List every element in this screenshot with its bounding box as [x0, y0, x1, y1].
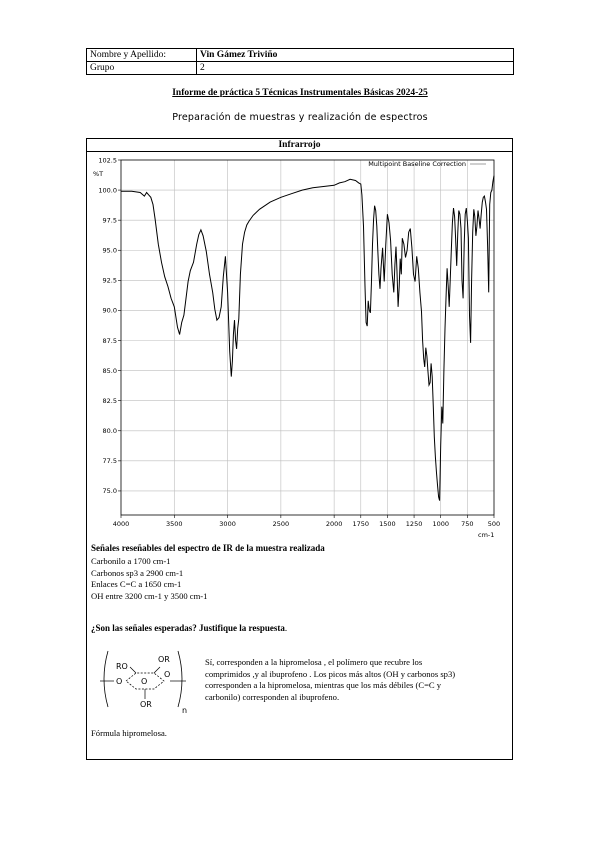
answer-line: Sí, corresponden a la hipromelosa , el polímero que recubre los [205, 657, 423, 667]
report-subtitle: Preparación de muestras y realización de espectros [172, 112, 428, 123]
signal-item: Carbonos sp3 a 2900 cm-1 [91, 567, 184, 578]
group-row [87, 62, 514, 75]
name-label: Nombre y Apellido: [87, 49, 197, 62]
answer-line: carbonilo) corresponden al ibuprofeno. [205, 691, 340, 702]
x-tick-label: 1250 [405, 520, 423, 528]
or-top-label: OR [158, 655, 170, 664]
x-tick-label: 1500 [379, 520, 396, 528]
o-mid-label: O [141, 677, 148, 686]
y-tick-label: 102.5 [98, 156, 117, 165]
left-bracket [104, 651, 108, 707]
y-tick-label: 100.0 [98, 186, 117, 195]
y-tick-label: 87.5 [102, 336, 117, 345]
report-title: Informe de práctica 5 Técnicas Instrumentales Básicas 2024-25 [172, 88, 428, 98]
plot-frame [121, 160, 494, 515]
signal-item: Enlaces C=C a 1650 cm-1 [91, 579, 182, 590]
o-left-label: O [116, 677, 123, 686]
x-tick-label: 4000 [112, 520, 130, 528]
x-tick-label: 2500 [272, 520, 290, 528]
signal-item: OH entre 3200 cm-1 y 3500 cm-1 [91, 590, 208, 601]
chart-legend-label: Multipoint Baseline Correction [368, 160, 466, 168]
o-ring-label: O [164, 670, 171, 679]
y-tick-label: 80.0 [102, 427, 117, 436]
y-tick-label: 82.5 [102, 396, 117, 405]
x-axis-unit-label: cm-1 [478, 531, 495, 539]
ir-spectrum-series-line [121, 176, 494, 501]
signals-heading: Señales reseñables del espectro de IR de la muestra realizada [91, 543, 325, 553]
name-row [87, 49, 514, 62]
ir-spectrum-chart [86, 152, 511, 544]
x-tick-label: 500 [487, 520, 501, 528]
formula-caption: Fórmula hipromelosa. [91, 728, 167, 738]
group-value: 2 [197, 62, 514, 75]
x-tick-label: 3500 [166, 520, 183, 528]
answer-text [205, 657, 505, 703]
question-heading [91, 623, 287, 633]
ro-label: RO [116, 662, 128, 671]
x-tick-label: 2000 [325, 520, 343, 528]
group-label: Grupo [87, 62, 197, 75]
x-tick-label: 3000 [219, 520, 236, 528]
x-axis-ticks [113, 515, 500, 528]
y-tick-label: 92.5 [102, 276, 117, 285]
y-tick-label: 97.5 [102, 216, 117, 225]
y-tick-label: 85.0 [102, 366, 117, 375]
answer-line: comprimidos ,y al ibuprofeno . Los picos más altos (OH y carbonos sp3) [205, 668, 456, 679]
y-axis-label: %T [93, 170, 104, 178]
chart-grid [121, 160, 494, 515]
y-tick-label: 77.5 [102, 457, 117, 466]
x-tick-label: 750 [461, 520, 474, 528]
bond-ro [130, 667, 136, 673]
y-tick-label: 75.0 [102, 487, 117, 496]
repeat-n-label: n [182, 706, 188, 715]
name-value: Vin Gámez Triviño [197, 49, 514, 62]
infrared-section-title: Infrarrojo [87, 139, 512, 152]
bond-or-top [154, 667, 160, 673]
answer-line: corresponden a la hipromelosa, mientras que los más débiles (C=C y [205, 680, 442, 691]
student-info-table [86, 48, 514, 75]
y-axis-ticks [98, 156, 121, 495]
y-tick-label: 90.0 [102, 306, 117, 315]
or-bottom-label: OR [140, 700, 152, 709]
right-bracket [178, 651, 182, 707]
x-tick-label: 1750 [352, 520, 370, 528]
x-tick-label: 1000 [432, 520, 449, 528]
question-period: . [284, 623, 288, 633]
hypromellose-structure-diagram [100, 647, 200, 717]
question-text: ¿Son las señales esperadas? Justifique la respuesta [91, 623, 285, 633]
signal-item: Carbonilo a 1700 cm-1 [91, 556, 171, 566]
y-tick-label: 95.0 [102, 246, 117, 255]
signals-list [91, 556, 207, 602]
